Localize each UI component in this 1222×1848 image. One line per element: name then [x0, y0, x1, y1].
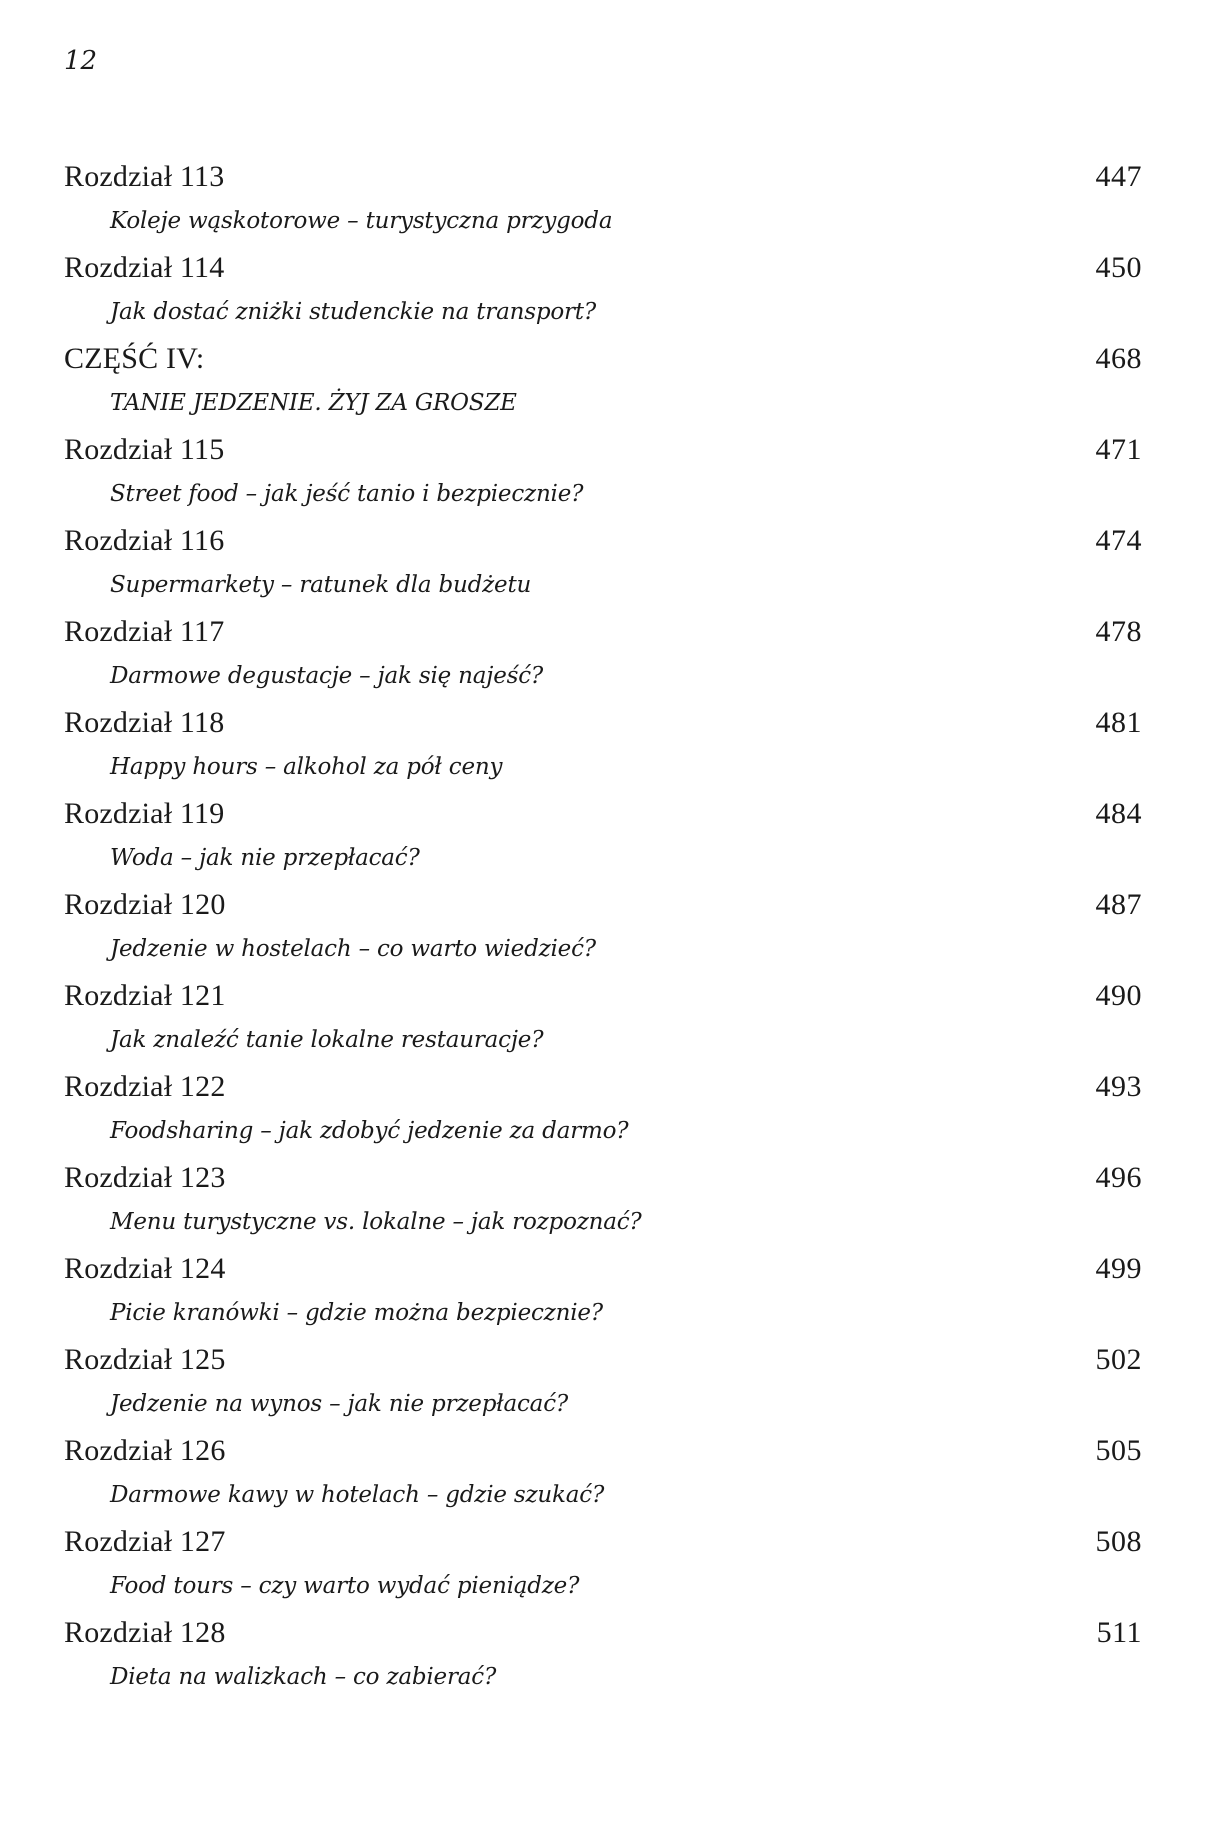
chapter-page: 490	[1095, 979, 1142, 1012]
chapter-page: 471	[1095, 433, 1142, 466]
toc-entry	[0, 971, 1222, 1062]
toc-entry	[0, 1335, 1222, 1426]
toc-entry	[0, 607, 1222, 698]
chapter-page: 478	[1095, 615, 1142, 648]
chapter-subtitle: Picie kranówki – gdzie można bezpiecznie?	[110, 1300, 603, 1326]
page-number: 12	[64, 46, 98, 76]
chapter-subtitle: Street food – jak jeść tanio i bezpiecznie?	[110, 481, 584, 507]
chapter-page: 450	[1095, 251, 1142, 284]
chapter-title: Rozdział 127	[64, 1525, 226, 1558]
chapter-subtitle: Darmowe degustacje – jak się najeść?	[110, 663, 544, 689]
part-page: 468	[1095, 342, 1142, 375]
chapter-subtitle: Jak dostać zniżki studenckie na transport?	[110, 299, 596, 325]
toc-entry	[0, 698, 1222, 789]
toc-entry	[0, 789, 1222, 880]
chapter-title: Rozdział 122	[64, 1070, 226, 1103]
chapter-title: Rozdział 120	[64, 888, 226, 921]
toc-entry	[0, 516, 1222, 607]
chapter-subtitle: Supermarkety – ratunek dla budżetu	[110, 572, 532, 598]
chapter-title: Rozdział 124	[64, 1252, 226, 1285]
chapter-subtitle: Menu turystyczne vs. lokalne – jak rozpoznać?	[110, 1209, 642, 1235]
chapter-page: 496	[1095, 1161, 1142, 1194]
chapter-subtitle: Foodsharing – jak zdobyć jedzenie za darmo?	[110, 1118, 629, 1144]
chapter-subtitle: Jak znaleźć tanie lokalne restauracje?	[110, 1027, 544, 1053]
chapter-page: 502	[1095, 1343, 1142, 1376]
chapter-title: Rozdział 125	[64, 1343, 226, 1376]
toc-entry	[0, 1153, 1222, 1244]
chapter-page: 505	[1095, 1434, 1142, 1467]
chapter-page: 499	[1095, 1252, 1142, 1285]
chapter-title: Rozdział 121	[64, 979, 226, 1012]
toc-entry	[0, 1426, 1222, 1517]
toc-entry	[0, 1244, 1222, 1335]
table-of-contents	[0, 152, 1222, 1699]
part-subtitle: TANIE JEDZENIE. ŻYJ ZA GROSZE	[110, 390, 517, 416]
chapter-subtitle: Food tours – czy warto wydać pieniądze?	[110, 1573, 580, 1599]
chapter-subtitle: Koleje wąskotorowe – turystyczna przygoda	[110, 208, 613, 234]
chapter-subtitle: Dieta na walizkach – co zabierać?	[110, 1664, 497, 1690]
toc-entry	[0, 1608, 1222, 1699]
toc-entry	[0, 243, 1222, 334]
chapter-subtitle: Jedzenie na wynos – jak nie przepłacać?	[110, 1391, 569, 1417]
chapter-subtitle: Darmowe kawy w hotelach – gdzie szukać?	[110, 1482, 605, 1508]
chapter-page: 493	[1095, 1070, 1142, 1103]
chapter-title: Rozdział 116	[64, 524, 225, 557]
chapter-title: Rozdział 128	[64, 1616, 226, 1649]
chapter-title: Rozdział 123	[64, 1161, 226, 1194]
chapter-title: Rozdział 117	[64, 615, 225, 648]
part-title: CZĘŚĆ IV:	[64, 342, 205, 375]
chapter-title: Rozdział 126	[64, 1434, 226, 1467]
toc-entry	[0, 152, 1222, 243]
toc-entry	[0, 334, 1222, 425]
chapter-page: 484	[1095, 797, 1142, 830]
chapter-page: 481	[1095, 706, 1142, 739]
chapter-page: 487	[1095, 888, 1142, 921]
toc-entry	[0, 1062, 1222, 1153]
toc-entry	[0, 880, 1222, 971]
chapter-title: Rozdział 113	[64, 160, 225, 193]
chapter-title: Rozdział 119	[64, 797, 225, 830]
toc-entry	[0, 425, 1222, 516]
chapter-subtitle: Woda – jak nie przepłacać?	[110, 845, 420, 871]
chapter-page: 474	[1095, 524, 1142, 557]
chapter-subtitle: Jedzenie w hostelach – co warto wiedzieć?	[110, 936, 596, 962]
chapter-title: Rozdział 118	[64, 706, 225, 739]
chapter-title: Rozdział 115	[64, 433, 225, 466]
chapter-page: 447	[1095, 160, 1142, 193]
chapter-title: Rozdział 114	[64, 251, 225, 284]
chapter-page: 508	[1095, 1525, 1142, 1558]
chapter-subtitle: Happy hours – alkohol za pół ceny	[110, 754, 503, 780]
chapter-page: 511	[1096, 1616, 1142, 1649]
toc-entry	[0, 1517, 1222, 1608]
